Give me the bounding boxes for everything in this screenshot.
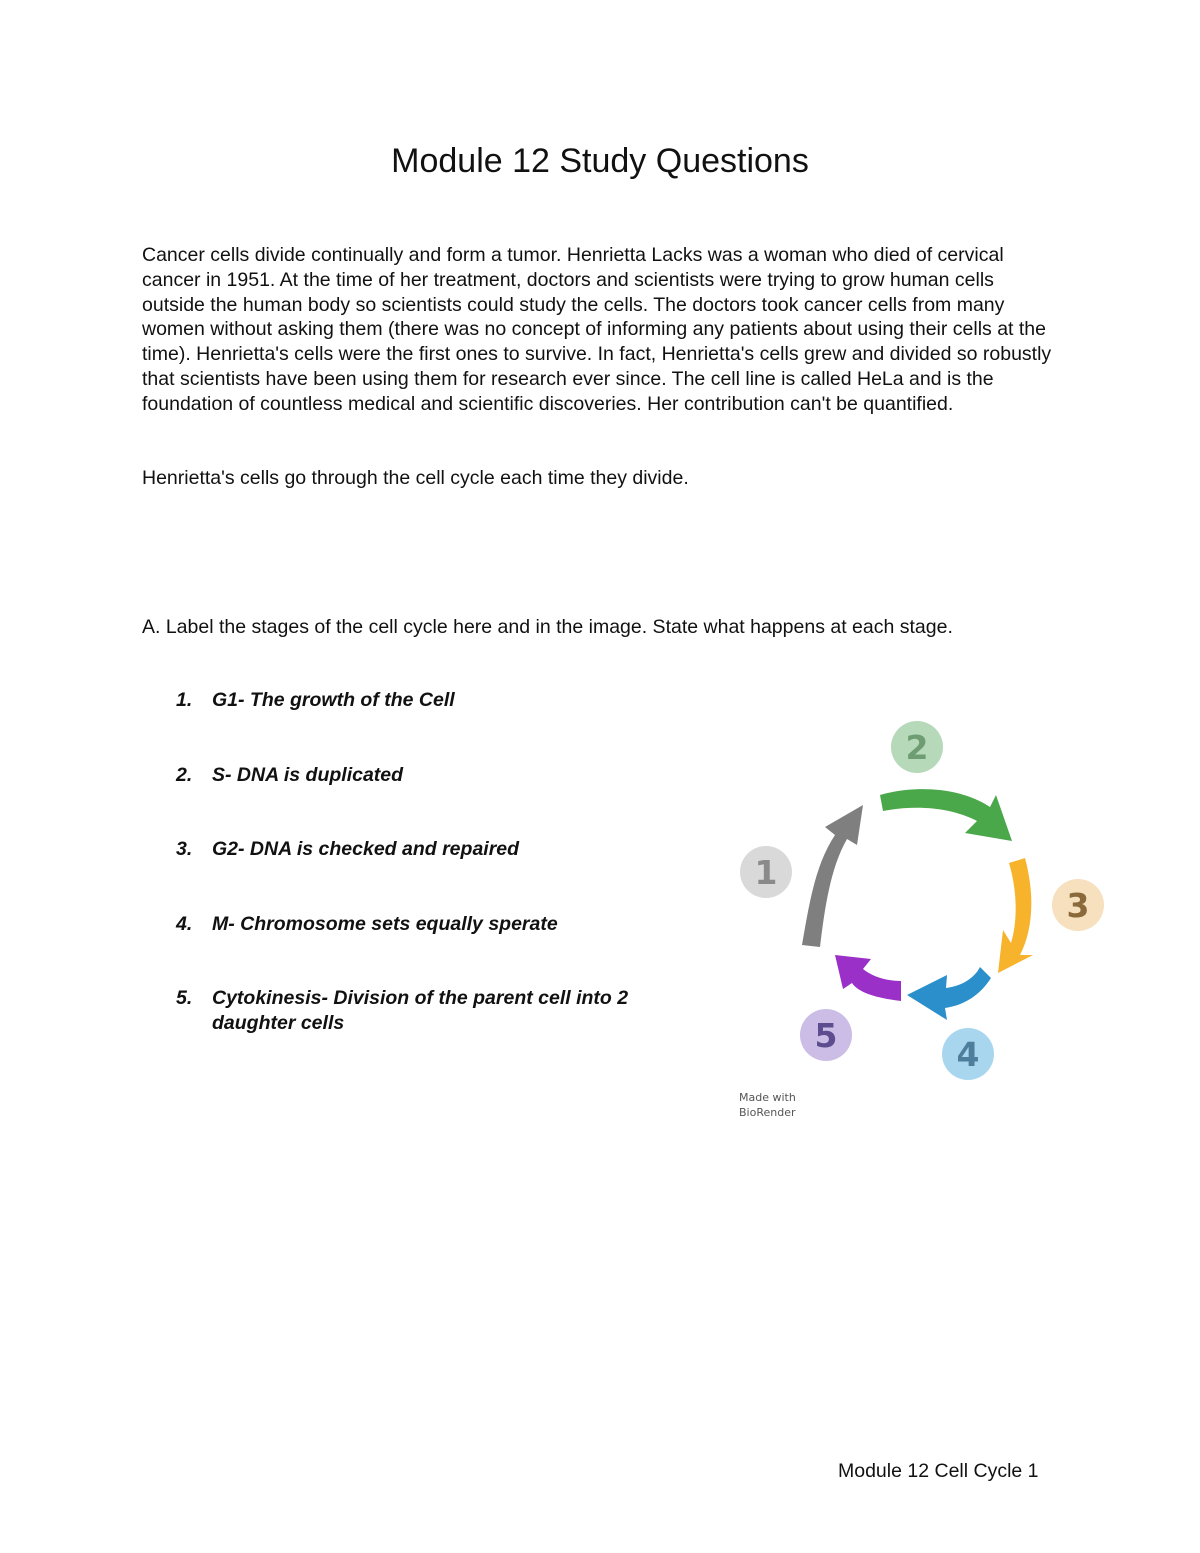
answer-item-3 — [142, 837, 702, 862]
page-title: Module 12 Study Questions — [391, 142, 809, 180]
answer-item-5 — [142, 986, 702, 1036]
answer-number: 3. — [176, 838, 193, 860]
stage-2-badge — [891, 721, 943, 773]
question-a: A. Label the stages of the cell cycle here and in the image. State what happens at each stage. — [142, 616, 953, 638]
stage-4-label: 4 — [956, 1035, 980, 1074]
stage-3-badge — [1052, 879, 1104, 931]
answer-text: G1- The growth of the Cell — [212, 689, 455, 711]
stage-4-badge — [942, 1028, 994, 1080]
stage-2-arrow — [880, 789, 1012, 841]
answer-number: 1. — [176, 689, 193, 711]
stage-1-arrow — [802, 805, 863, 947]
answer-number: 5. — [176, 987, 193, 1009]
cell-cycle-sentence: Henrietta's cells go through the cell cycle each time they divide. — [142, 467, 689, 489]
stage-3-arrow — [998, 858, 1033, 973]
answer-item-2 — [142, 763, 702, 788]
answer-item-1 — [142, 688, 702, 713]
page-footer: Module 12 Cell Cycle 1 — [838, 1460, 1039, 1482]
stage-1-badge — [740, 846, 792, 898]
stage-5-label: 5 — [814, 1016, 838, 1055]
answer-list — [142, 688, 702, 1086]
answer-number: 2. — [176, 763, 193, 786]
answer-text: S- DNA is duplicated — [212, 763, 404, 786]
answer-text: Cytokinesis- Division of the parent cell into 2 daughter cells — [212, 987, 629, 1034]
stage-5-badge — [800, 1009, 852, 1061]
stage-5-arrow — [835, 955, 901, 1001]
cell-cycle-diagram — [725, 715, 1125, 1135]
stage-3-label: 3 — [1066, 886, 1090, 925]
intro-paragraph: Cancer cells divide continually and form a tumor. Henrietta Lacks was a woman who died of cervical cancer in 1951. At the time of her treatment, doctors and scientists were trying to grow human cells outside the human body so scientists could study the cells. The doctors took cancer cells from many women without asking them (there was no concept of informing any patients about using their cells at the time). Henrietta's cells were the first ones to survive. In fact, Henrietta's cells grew and divided so robustly that scientists have been using them for research ever since. The cell line is called HeLa and is the foundation of countless medical and scientific discoveries. Her contribution can't be quantified. — [142, 244, 1052, 415]
credit-line-2: BioRender — [739, 1106, 796, 1119]
answer-item-4 — [142, 912, 702, 937]
credit-line-1: Made with — [739, 1091, 796, 1104]
stage-1-label: 1 — [754, 853, 778, 892]
answer-text: G2- DNA is checked and repaired — [212, 838, 520, 860]
stage-2-label: 2 — [905, 728, 929, 767]
answer-number: 4. — [176, 912, 193, 935]
answer-text: M- Chromosome sets equally sperate — [212, 912, 558, 935]
stage-4-arrow — [907, 967, 991, 1020]
